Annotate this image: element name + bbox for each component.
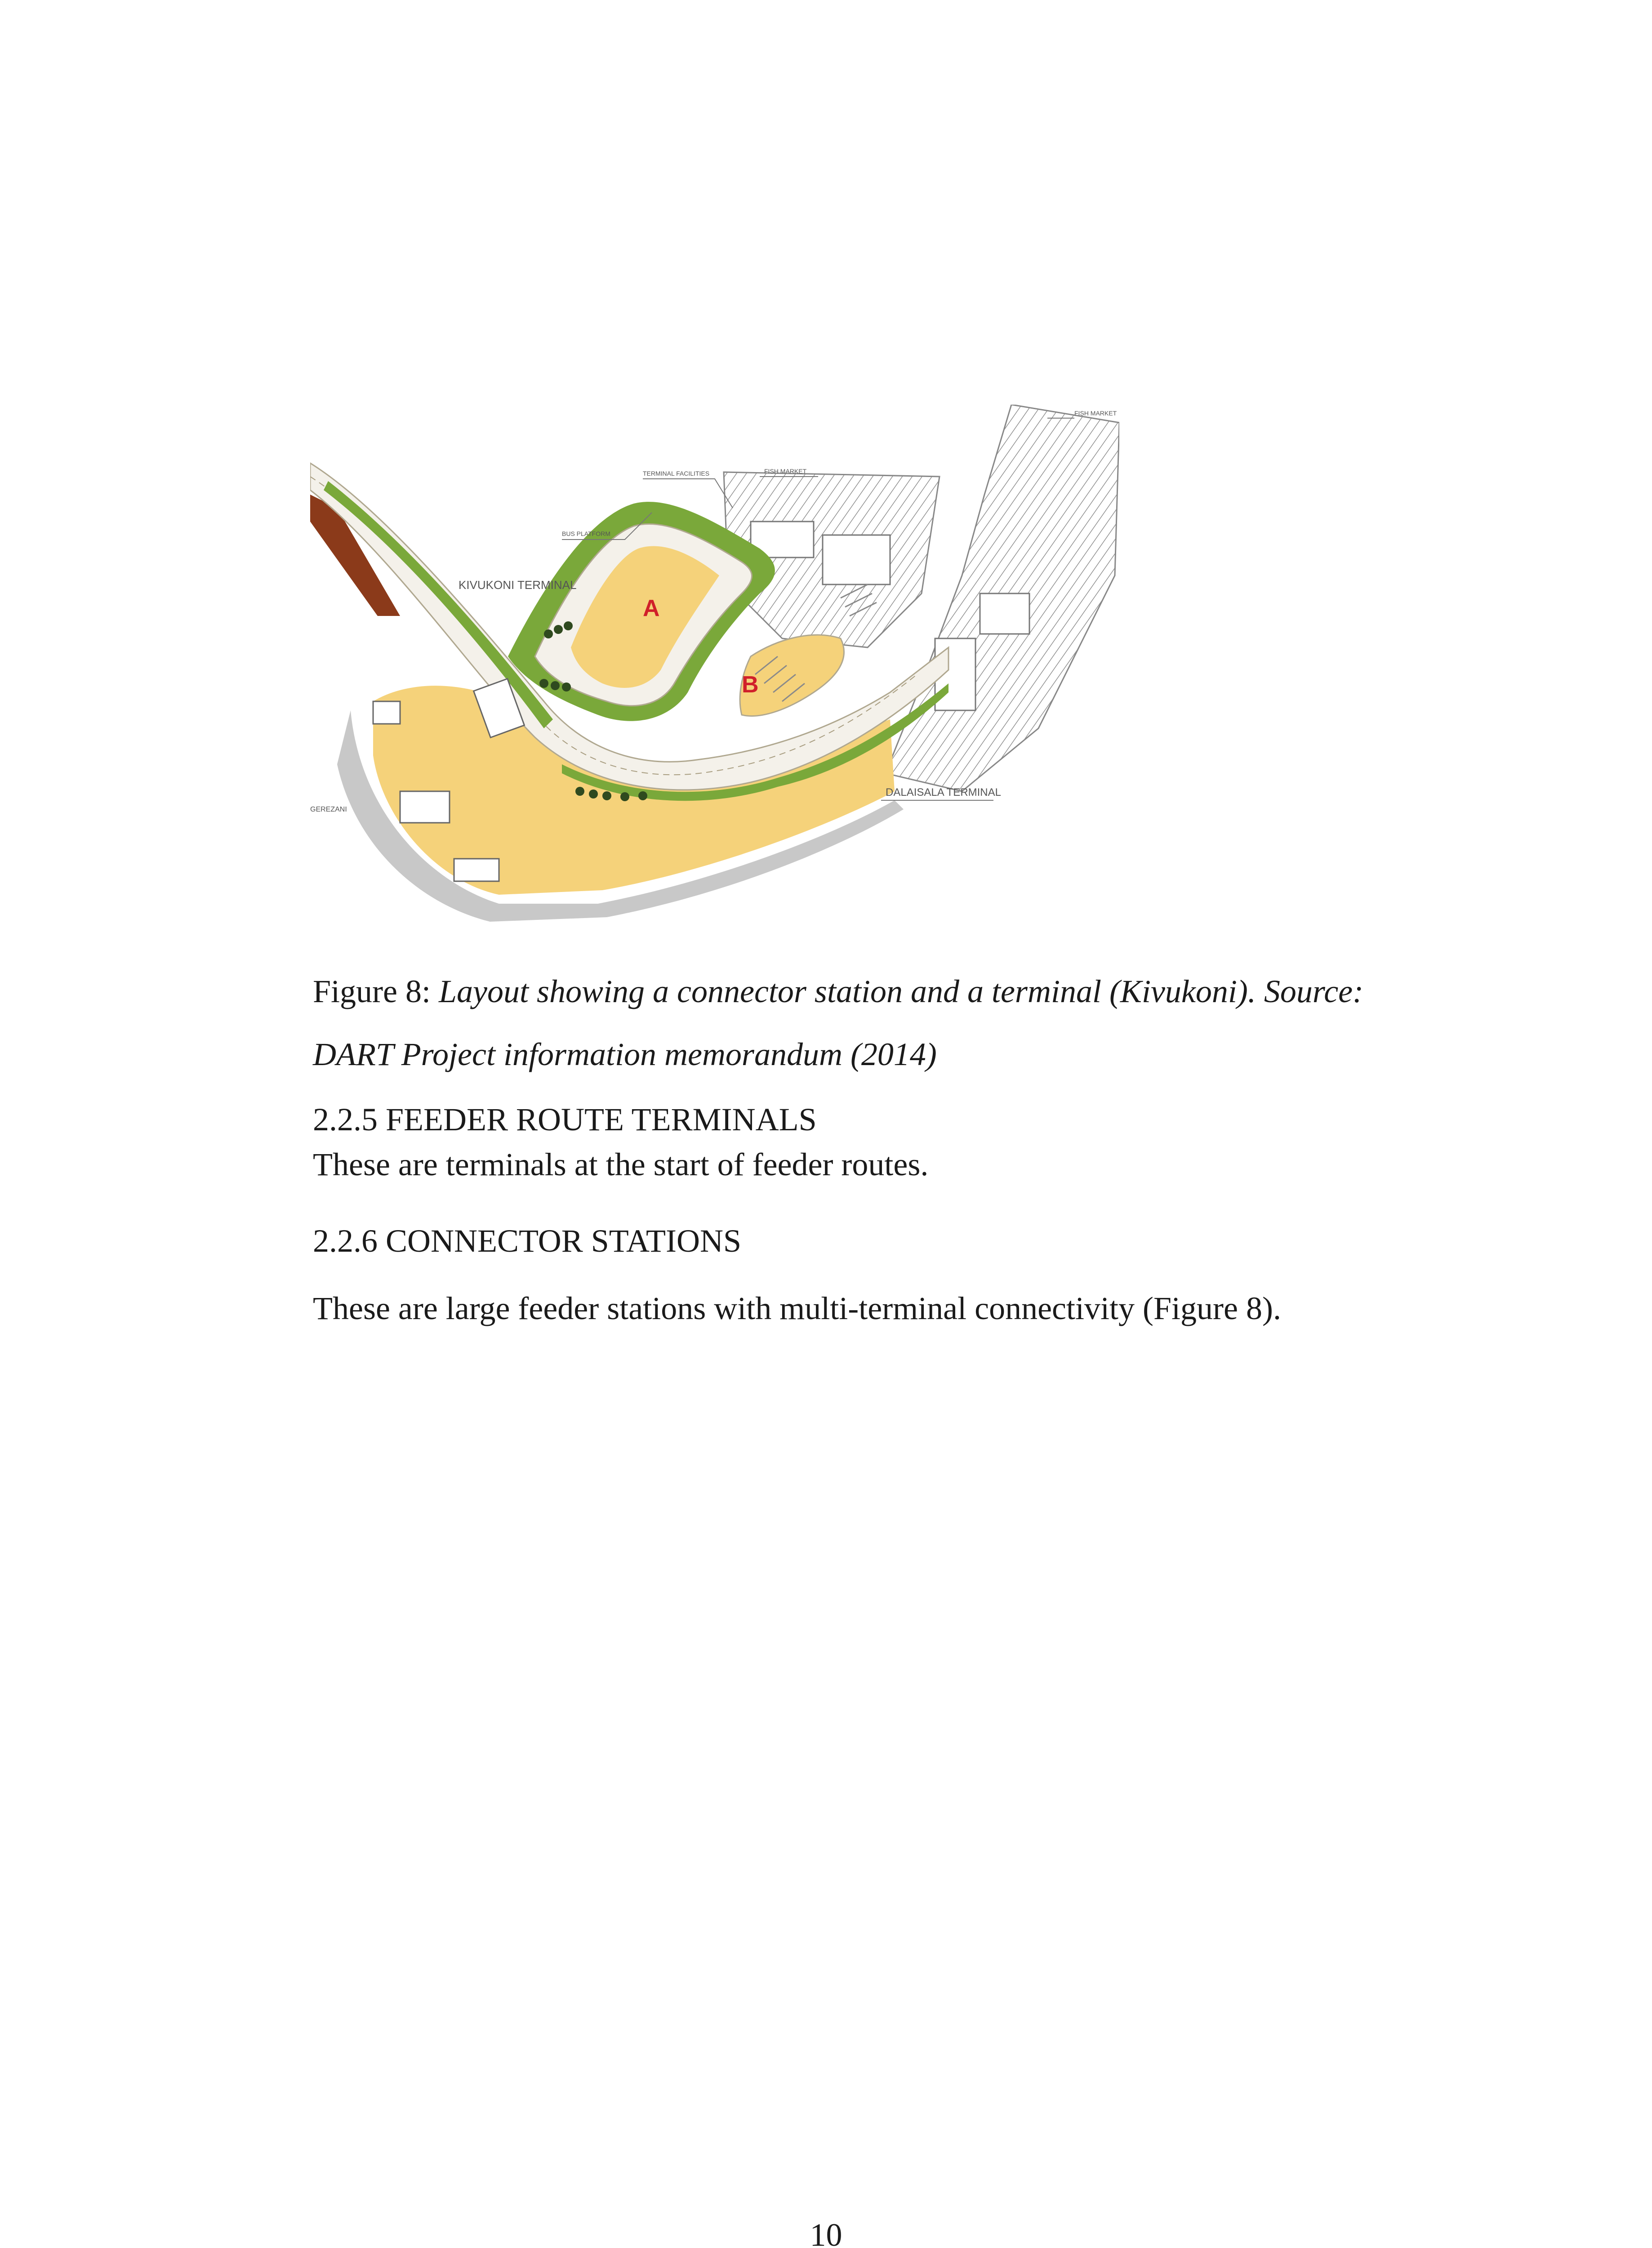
bus-platform-label: BUS PLATFORM bbox=[562, 530, 610, 537]
terminal-facilities-label: TERMINAL FACILITIES bbox=[643, 470, 710, 477]
section-226-body: These are large feeder stations with multi-terminal connectivity (Figure 8). bbox=[313, 1290, 1281, 1326]
section-225-body: These are terminals at the start of feeder routes. bbox=[313, 1146, 929, 1182]
fish-market-label: FISH MARKET bbox=[764, 468, 807, 475]
section-225-heading: 2.2.5 FEEDER ROUTE TERMINALS bbox=[313, 1102, 817, 1137]
kivukoni-terminal-label: KIVUKONI TERMINAL bbox=[459, 578, 577, 592]
dalaisala-terminal-label: DALAISALA TERMINAL bbox=[886, 786, 1001, 798]
building-footprint bbox=[980, 593, 1029, 634]
building-footprint bbox=[823, 535, 890, 584]
page-number: 10 bbox=[810, 2217, 842, 2248]
caption-label: Figure 8: bbox=[313, 973, 439, 1009]
marker-b: B bbox=[742, 672, 759, 698]
service-building bbox=[373, 701, 400, 724]
caption-text-line1: Layout showing a connector station and a terminal (Kivukoni). Source: bbox=[438, 973, 1364, 1009]
fish-market-top-label: FISH MARKET bbox=[1074, 410, 1117, 417]
caption-text-line2: DART Project information memorandum (2014) bbox=[313, 1036, 937, 1072]
marker-a: A bbox=[643, 595, 660, 621]
gerezani-label: GEREZANI bbox=[310, 806, 347, 813]
service-building bbox=[454, 859, 499, 881]
site-layout-drawing bbox=[310, 405, 1119, 926]
section-226-heading: 2.2.6 CONNECTOR STATIONS bbox=[313, 1223, 741, 1259]
figure-caption bbox=[313, 960, 1392, 1086]
site-layout-figure bbox=[310, 405, 1119, 926]
service-building bbox=[400, 791, 450, 823]
